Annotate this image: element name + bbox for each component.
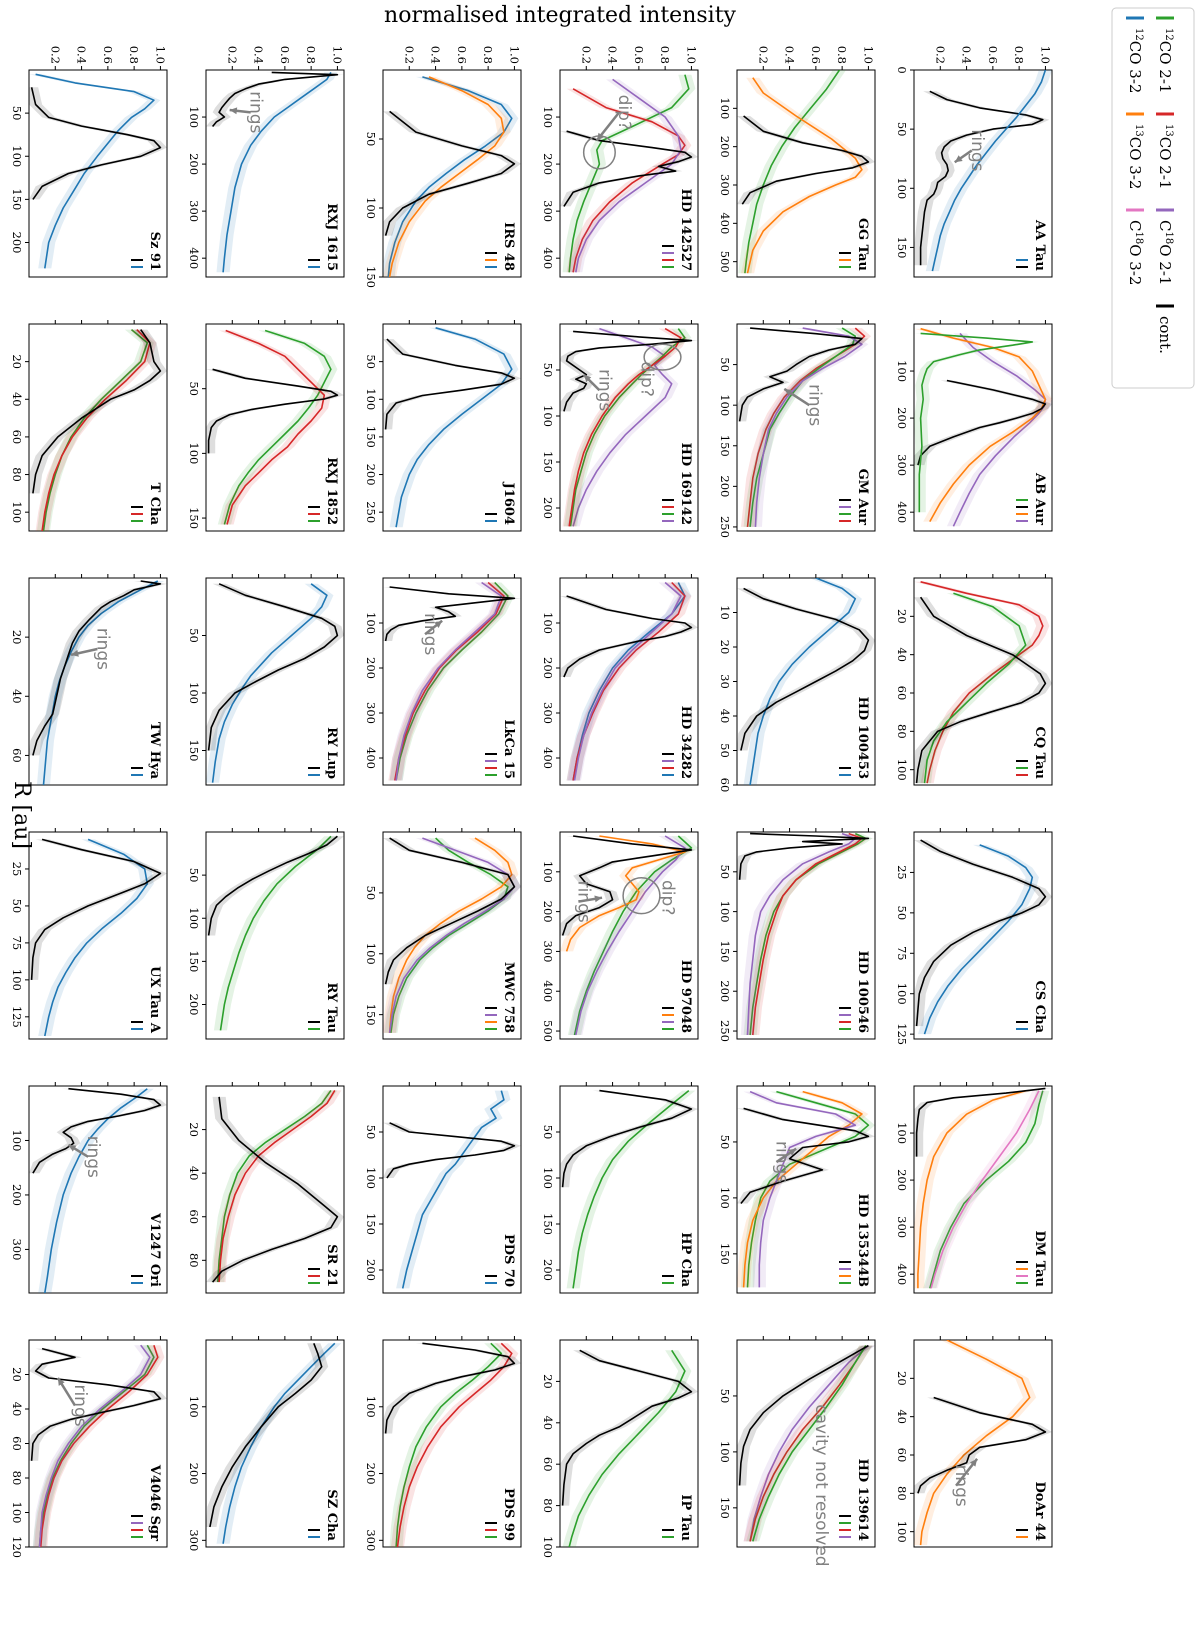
x-tick-label: 60 <box>895 685 909 701</box>
x-tick-label: 150 <box>541 1213 555 1235</box>
x-tick-label: 200 <box>364 1462 378 1485</box>
x-tick-label: 200 <box>895 407 909 430</box>
y-tick-label: 1.0 <box>153 45 168 64</box>
panel-title: DM Tau <box>1032 1230 1047 1287</box>
x-tick-label: 100 <box>541 1536 555 1558</box>
x-tick-label: 40 <box>895 1409 909 1424</box>
annotation-label: rings <box>771 1141 792 1184</box>
x-tick-label: 200 <box>541 1259 555 1281</box>
x-tick-label: 125 <box>10 1005 24 1028</box>
x-tick-label: 20 <box>10 629 24 645</box>
panel-title: HD 142527 <box>678 188 693 271</box>
x-tick-label: 100 <box>895 758 909 781</box>
x-tick-label: 100 <box>187 106 201 129</box>
x-tick-label: 150 <box>718 434 732 457</box>
x-tick-label: 200 <box>718 980 732 1003</box>
panel-title: GG Tau <box>855 217 870 271</box>
x-tick-label: 300 <box>718 174 732 196</box>
x-tick-label: 500 <box>718 250 732 273</box>
y-tick-label: 0.2 <box>756 45 771 64</box>
x-tick-label: 100 <box>718 900 732 923</box>
panel-title: HD 169142 <box>678 442 693 525</box>
x-tick-label: 40 <box>541 1415 555 1431</box>
y-tick-label: 1.0 <box>330 45 345 64</box>
x-tick-label: 200 <box>541 900 555 923</box>
panel-title: LkCa 15 <box>501 719 516 779</box>
x-axis-label: R [au] <box>9 780 34 850</box>
x-tick-label: 100 <box>187 907 201 930</box>
panel-title: RXJ 1852 <box>324 457 339 525</box>
legend-label: $^{13}$CO 2-1 <box>1156 124 1174 190</box>
annotation-label: rings <box>951 1464 972 1507</box>
panel-title: RY Tau <box>324 982 339 1033</box>
x-tick-label: 400 <box>187 247 201 270</box>
x-tick-label: 150 <box>364 425 378 448</box>
panel-title: HD 135344B <box>855 1193 870 1287</box>
x-tick-label: 150 <box>718 940 732 963</box>
annotation-label: dip? <box>657 880 678 916</box>
panel-title: HD 97048 <box>678 959 693 1033</box>
x-tick-label: 100 <box>541 612 555 634</box>
x-tick-label: 50 <box>718 743 732 758</box>
x-tick-label: 125 <box>895 1023 909 1046</box>
x-tick-label: 50 <box>718 1388 732 1404</box>
x-tick-label: 75 <box>895 945 909 961</box>
x-tick-label: 300 <box>10 1238 24 1261</box>
annotation-label: cavity not resolved <box>810 1404 831 1567</box>
x-tick-label: 40 <box>187 1165 201 1181</box>
panel-title: GM Aur <box>855 468 870 525</box>
panel-title: HD 100453 <box>855 696 870 779</box>
panel-title: AB Aur <box>1032 473 1047 525</box>
annotation-label: rings <box>594 369 615 412</box>
y-tick-label: 0.8 <box>304 45 319 64</box>
x-tick-label: 80 <box>541 1498 555 1513</box>
x-tick-label: 50 <box>364 1124 378 1140</box>
x-tick-label: 60 <box>718 777 732 793</box>
x-tick-label: 100 <box>364 388 378 411</box>
x-tick-label: 200 <box>895 1169 909 1192</box>
panel-title: CS Cha <box>1032 980 1047 1033</box>
x-tick-label: 50 <box>187 867 201 883</box>
x-tick-label: 50 <box>364 885 378 901</box>
panel-title: V4046 Sgr <box>147 1464 162 1541</box>
x-tick-label: 50 <box>10 898 24 914</box>
panel-title: HD 100546 <box>855 950 870 1033</box>
panel-title: HD 139614 <box>855 1458 870 1541</box>
y-tick-label: 0.2 <box>402 45 417 64</box>
y-tick-label: 1.0 <box>861 45 876 64</box>
x-tick-label: 100 <box>187 1395 201 1418</box>
legend-frame <box>1112 8 1194 388</box>
y-tick-label: 0.4 <box>959 45 974 64</box>
panel-title: UX Tau A <box>147 966 162 1033</box>
x-tick-label: 100 <box>187 682 201 704</box>
x-tick-label: 150 <box>718 1242 732 1265</box>
x-tick-label: 500 <box>541 1020 555 1043</box>
x-tick-label: 200 <box>541 153 555 176</box>
y-tick-label: 0.6 <box>454 45 469 64</box>
x-tick-label: 300 <box>541 702 555 724</box>
x-tick-label: 400 <box>895 501 909 524</box>
x-tick-label: 20 <box>718 639 732 655</box>
x-tick-label: 400 <box>364 747 378 769</box>
y-tick-label: 0.6 <box>631 45 646 64</box>
x-tick-label: 400 <box>541 247 555 270</box>
x-tick-label: 200 <box>364 657 378 679</box>
x-tick-label: 50 <box>895 905 909 921</box>
x-tick-label: 100 <box>10 501 24 524</box>
annotation-label: rings <box>420 613 441 656</box>
x-tick-label: 40 <box>718 708 732 724</box>
x-tick-label: 100 <box>10 1129 24 1152</box>
x-tick-label: 50 <box>187 628 201 643</box>
x-tick-label: 60 <box>895 1447 909 1463</box>
x-tick-label: 80 <box>187 1252 201 1268</box>
y-tick-label: 0.8 <box>835 45 850 64</box>
x-tick-label: 60 <box>187 1209 201 1225</box>
x-tick-label: 150 <box>10 188 24 211</box>
x-tick-label: 150 <box>187 507 201 530</box>
x-tick-label: 50 <box>895 121 909 137</box>
x-tick-label: 100 <box>718 1440 732 1463</box>
x-tick-label: 20 <box>895 1371 909 1386</box>
y-tick-label: 0.8 <box>1012 45 1027 64</box>
x-tick-label: 40 <box>10 391 24 407</box>
x-tick-label: 400 <box>718 212 732 235</box>
x-tick-label: 250 <box>364 501 378 524</box>
panel-title: HD 34282 <box>678 705 693 779</box>
x-tick-label: 200 <box>718 135 732 158</box>
panel-title: CQ Tau <box>1032 726 1047 779</box>
x-tick-label: 100 <box>364 197 378 219</box>
annotation-label: rings <box>966 129 987 172</box>
y-tick-label: 1.0 <box>684 45 699 64</box>
y-tick-label: 0.4 <box>428 45 443 64</box>
y-tick-label: 0.4 <box>605 45 620 64</box>
y-tick-label: 0.8 <box>481 45 496 64</box>
annotation-label: rings <box>83 1135 104 1178</box>
x-tick-label: 40 <box>895 647 909 662</box>
x-tick-label: 250 <box>718 1020 732 1043</box>
x-tick-label: 200 <box>187 993 201 1016</box>
y-tick-label: 0.6 <box>277 45 292 64</box>
annotation-label: dip? <box>614 94 635 131</box>
y-tick-label: 0.6 <box>808 45 823 64</box>
panel-title: V1247 Ori <box>147 1213 162 1287</box>
x-tick-label: 200 <box>541 497 555 519</box>
panel-title: DoAr 44 <box>1032 1481 1047 1541</box>
x-tick-label: 150 <box>364 266 378 288</box>
x-tick-label: 300 <box>541 200 555 223</box>
x-tick-label: 250 <box>718 515 732 538</box>
annotation-label: rings <box>70 1384 90 1427</box>
x-tick-label: 400 <box>541 980 555 1003</box>
legend <box>1112 8 1194 388</box>
x-tick-label: 300 <box>187 1529 201 1552</box>
annotation-label: rings <box>804 384 825 427</box>
x-tick-label: 100 <box>187 442 201 465</box>
x-tick-label: 100 <box>895 360 909 383</box>
x-tick-label: 100 <box>364 942 378 965</box>
x-tick-label: 150 <box>187 739 201 762</box>
panel-title: T Cha <box>147 482 162 525</box>
annotation-label: rings <box>92 627 113 671</box>
x-tick-label: 20 <box>187 1122 201 1137</box>
y-tick-label: 0.2 <box>225 45 240 64</box>
x-tick-label: 100 <box>718 394 732 417</box>
x-tick-label: 300 <box>895 454 909 477</box>
x-tick-label: 50 <box>718 1134 732 1150</box>
y-tick-label: 1.0 <box>507 45 522 64</box>
panel-title: HP Cha <box>678 1232 693 1287</box>
x-tick-label: 200 <box>541 657 555 679</box>
x-tick-label: 75 <box>10 935 24 951</box>
x-tick-label: 60 <box>541 1456 555 1472</box>
x-tick-label: 20 <box>895 609 909 624</box>
x-tick-label: 100 <box>718 1186 732 1209</box>
x-tick-label: 100 <box>895 982 909 1005</box>
legend-item-c18o-2-1 <box>1156 210 1174 285</box>
annotation-label: rings <box>245 91 266 134</box>
x-tick-label: 20 <box>10 354 24 369</box>
x-tick-label: 100 <box>364 1395 378 1418</box>
x-tick-label: 50 <box>187 381 201 397</box>
x-tick-label: 50 <box>718 357 732 372</box>
y-tick-label: 0.4 <box>74 45 89 64</box>
panel-title: J1604 <box>501 482 516 525</box>
x-tick-label: 120 <box>10 1536 24 1558</box>
annotation-label: dip? <box>636 361 657 397</box>
y-tick-label: 0.2 <box>48 45 63 64</box>
x-tick-label: 100 <box>364 1167 378 1189</box>
x-tick-label: 80 <box>10 1470 24 1486</box>
annotation-label: rings <box>573 880 594 923</box>
legend-label: $C^{18}O$ 2-1 <box>1156 220 1174 286</box>
x-tick-label: 100 <box>10 968 24 991</box>
x-tick-label: 40 <box>10 1401 24 1417</box>
x-tick-label: 200 <box>187 153 201 176</box>
x-tick-label: 100 <box>541 860 555 883</box>
x-tick-label: 100 <box>10 145 24 168</box>
y-tick-label: 0.8 <box>127 45 142 64</box>
panel-title: PDS 70 <box>501 1233 516 1287</box>
x-tick-label: 50 <box>10 105 24 121</box>
x-tick-label: 10 <box>718 605 732 620</box>
y-tick-label: 0.2 <box>579 45 594 64</box>
x-tick-label: 150 <box>718 1496 732 1519</box>
x-tick-label: 40 <box>10 688 24 704</box>
x-tick-label: 80 <box>895 724 909 739</box>
y-tick-label: 0.6 <box>985 45 1000 64</box>
panel-title: RY Lup <box>324 727 339 779</box>
x-tick-label: 50 <box>364 131 378 147</box>
x-tick-label: 100 <box>364 612 378 634</box>
x-tick-label: 100 <box>541 1167 555 1189</box>
panel-title: MWC 758 <box>501 962 516 1033</box>
x-tick-label: 150 <box>187 950 201 973</box>
x-tick-label: 150 <box>541 451 555 473</box>
x-tick-label: 80 <box>895 1486 909 1501</box>
x-tick-label: 0 <box>895 66 909 74</box>
x-tick-label: 50 <box>541 362 555 378</box>
panel-title: AA Tau <box>1032 219 1047 271</box>
x-tick-label: 300 <box>895 1216 909 1239</box>
y-tick-label: 0.4 <box>251 45 266 64</box>
x-tick-label: 200 <box>364 1259 378 1281</box>
x-tick-label: 100 <box>541 405 555 427</box>
x-tick-label: 100 <box>895 177 909 200</box>
panel-title: SZ Cha <box>324 1489 339 1541</box>
x-tick-label: 50 <box>364 354 378 369</box>
legend-label: $^{12}$CO 2-1 <box>1156 28 1174 94</box>
x-tick-label: 25 <box>895 865 909 880</box>
x-tick-label: 100 <box>895 1122 909 1145</box>
legend-label: $^{13}$CO 3-2 <box>1126 124 1144 190</box>
panel-title: RXJ 1615 <box>324 203 339 271</box>
x-tick-label: 60 <box>10 429 24 445</box>
panel-title: Sz 91 <box>147 231 162 271</box>
x-tick-label: 80 <box>10 467 24 482</box>
x-tick-label: 60 <box>10 748 24 763</box>
x-tick-label: 100 <box>541 106 555 129</box>
x-tick-label: 30 <box>718 674 732 689</box>
x-tick-label: 200 <box>10 1183 24 1206</box>
x-tick-label: 150 <box>364 1213 378 1235</box>
panel-title: TW Hya <box>147 721 162 779</box>
y-axis-label: normalised integrated intensity <box>384 3 736 28</box>
legend-label: $C^{18}O$ 3-2 <box>1126 220 1144 286</box>
panel-title: IRS 48 <box>501 222 516 271</box>
panel-title: IP Tau <box>678 1494 693 1541</box>
x-tick-label: 300 <box>364 1529 378 1552</box>
y-tick-label: 0.8 <box>658 45 673 64</box>
x-tick-label: 200 <box>187 1462 201 1485</box>
x-tick-label: 150 <box>895 236 909 259</box>
panel-title: PDS 99 <box>501 1487 516 1541</box>
x-tick-label: 200 <box>364 463 378 486</box>
panel-title: SR 21 <box>324 1244 339 1287</box>
x-tick-label: 50 <box>541 1124 555 1140</box>
legend-item-c18o-3-2 <box>1126 210 1144 285</box>
legend-label: $^{12}$CO 3-2 <box>1126 28 1144 94</box>
x-tick-label: 100 <box>10 1501 24 1524</box>
x-tick-label: 400 <box>895 1263 909 1286</box>
x-tick-label: 200 <box>10 231 24 254</box>
y-tick-label: 0.2 <box>933 45 948 64</box>
y-tick-label: 0.6 <box>100 45 115 64</box>
x-tick-label: 150 <box>364 1003 378 1026</box>
x-tick-label: 20 <box>10 1367 24 1382</box>
x-tick-label: 50 <box>718 864 732 880</box>
x-tick-label: 200 <box>718 475 732 498</box>
x-tick-label: 300 <box>541 940 555 963</box>
x-tick-label: 20 <box>541 1374 555 1389</box>
x-tick-label: 100 <box>718 97 732 120</box>
x-tick-label: 300 <box>364 702 378 724</box>
x-tick-label: 100 <box>895 1520 909 1543</box>
x-tick-label: 60 <box>10 1436 24 1451</box>
y-tick-label: 0.4 <box>782 45 797 64</box>
x-tick-label: 25 <box>10 861 24 877</box>
x-tick-label: 400 <box>541 747 555 769</box>
y-tick-label: 1.0 <box>1038 45 1053 64</box>
x-tick-label: 300 <box>187 200 201 223</box>
legend-label: cont. <box>1156 316 1174 354</box>
